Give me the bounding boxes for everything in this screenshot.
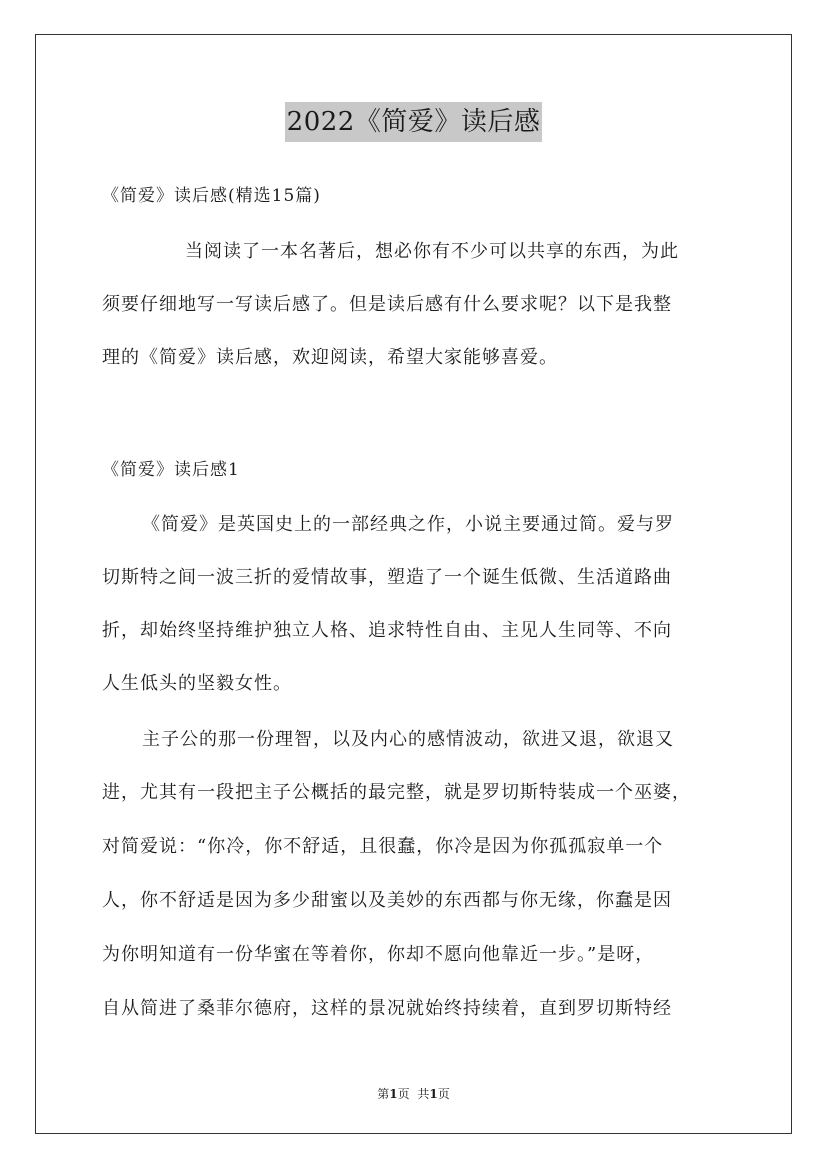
paragraph1-line-3: 折，却始终坚持维护独立人格、追求特性自由、主见人生同等、不向 <box>102 620 672 641</box>
footer-total-suffix: 页 <box>437 1087 450 1101</box>
section-heading: 《简爱》读后感1 <box>102 460 240 480</box>
paragraph2-line-3: 对简爱说：“你冷，你不舒适，且很蠢，你冷是因为你孤孤寂单一个 <box>102 836 664 857</box>
paragraph1-line-2: 切斯特之间一波三折的爱情故事，塑造了一个诞生低微、生活道路曲 <box>102 567 672 588</box>
paragraph1-line-1: 《简爱》是英国史上的一部经典之作，小说主要通过简。爱与罗 <box>142 514 674 535</box>
paragraph1-line-4: 人生低头的坚毅女性。 <box>102 673 292 694</box>
intro-line-1: 当阅读了一本名著后，想必你有不少可以共享的东西，为此 <box>185 241 679 262</box>
title-container <box>0 102 827 142</box>
footer-page-prefix: 第 <box>377 1087 390 1101</box>
paragraph2-line-6: 自从简进了桑菲尔德府，这样的景况就始终持续着，直到罗切斯特经 <box>102 998 672 1019</box>
document-title: 2022《简爱》读后感 <box>285 102 543 142</box>
paragraph2-line-5: 为你明知道有一份华蜜在等着你，你却不愿向他靠近一步。”是呀， <box>102 944 655 965</box>
paragraph2-line-2: 进，尤其有一段把主子公概括的最完整，就是罗切斯特装成一个巫婆， <box>102 782 691 803</box>
footer-page-number: 1 <box>389 1087 398 1101</box>
page-footer <box>0 1085 827 1102</box>
document-subtitle: 《简爱》读后感(精选15篇) <box>102 186 321 206</box>
footer-page-suffix: 页 <box>397 1087 410 1101</box>
footer-total-number: 1 <box>429 1087 438 1101</box>
paragraph2-line-4: 人，你不舒适是因为多少甜蜜以及美妙的东西都与你无缘，你蠢是因 <box>102 890 672 911</box>
footer-total-prefix: 共 <box>417 1087 430 1101</box>
intro-line-2: 须要仔细地写一写读后感了。但是读后感有什么要求呢？以下是我整 <box>102 294 672 315</box>
paragraph2-line-1: 主子公的那一份理智，以及内心的感情波动，欲进又退，欲退又 <box>142 729 674 750</box>
intro-line-3: 理的《简爱》读后感，欢迎阅读，希望大家能够喜爱。 <box>102 347 558 368</box>
